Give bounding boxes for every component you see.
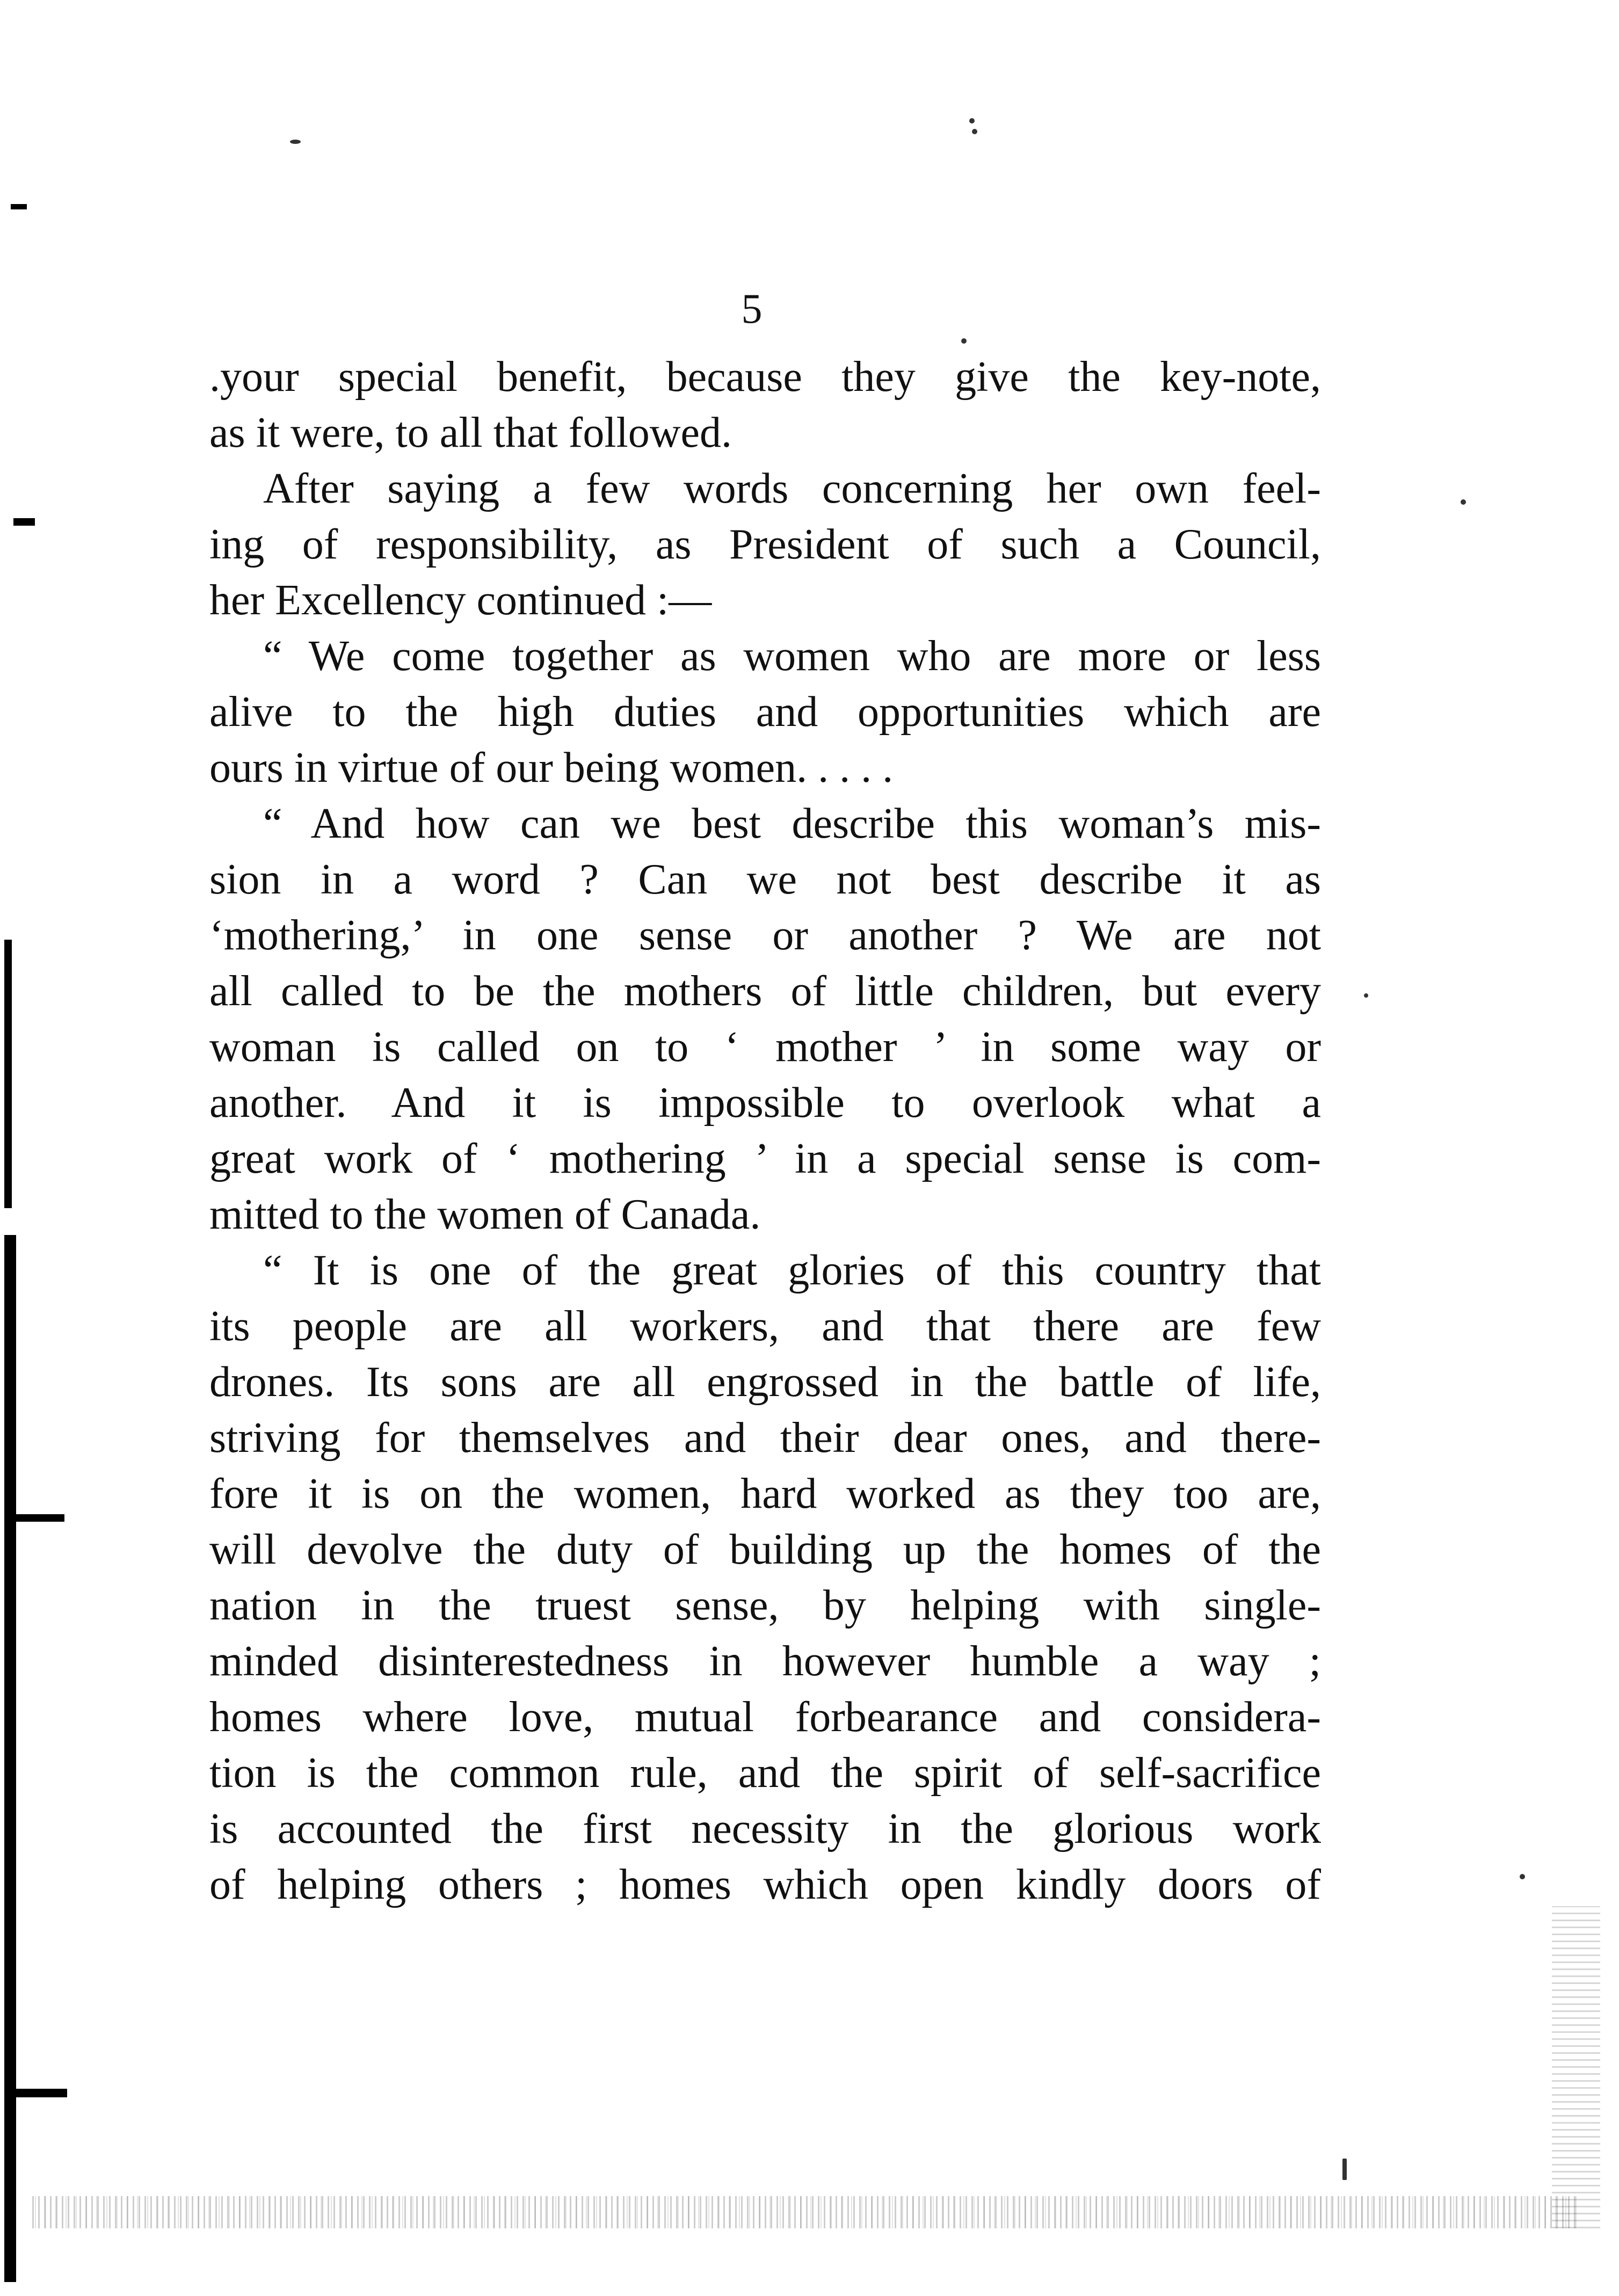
text-line: will devolve the duty of building up the homes of the bbox=[209, 1526, 1321, 1573]
page-number: 5 bbox=[741, 285, 763, 332]
binding-edge-mark bbox=[5, 2089, 67, 2097]
scan-speck bbox=[290, 140, 301, 144]
scan-noise-right bbox=[1552, 1906, 1600, 2228]
text-line: “ It is one of the great glories of this country that bbox=[263, 1247, 1321, 1294]
text-line: ‘mothering,’ in one sense or another ? We are not bbox=[209, 912, 1321, 959]
text-line: nation in the truest sense, by helping with single- bbox=[209, 1582, 1321, 1629]
text-line: all called to be the mothers of little children, but every bbox=[209, 968, 1321, 1015]
binding-edge-mark bbox=[11, 204, 27, 209]
body-text bbox=[209, 349, 1321, 1913]
scan-noise-bottom bbox=[32, 2196, 1579, 2228]
binding-edge-shadow bbox=[4, 940, 12, 1208]
scan-speck bbox=[972, 129, 977, 134]
text-line: “ We come together as women who are more or less bbox=[263, 633, 1321, 680]
text-line: “ And how can we best describe this woman’s mis- bbox=[263, 800, 1321, 847]
text-line: another. And it is impossible to overlook what a bbox=[209, 1079, 1321, 1127]
text-line: woman is called on to ‘ mother ’ in some way or bbox=[209, 1023, 1321, 1071]
text-line: alive to the high duties and opportunities which are bbox=[209, 688, 1321, 736]
binding-edge-mark bbox=[13, 518, 35, 526]
text-line: her Excellency continued :— bbox=[209, 577, 712, 624]
scan-speck bbox=[961, 338, 967, 344]
text-line: as it were, to all that followed. bbox=[209, 409, 732, 456]
text-line: tion is the common rule, and the spirit of self-sacrifice bbox=[209, 1749, 1321, 1797]
scan-speck bbox=[1461, 499, 1466, 505]
scan-speck bbox=[1364, 993, 1368, 998]
text-line: great work of ‘ mothering ’ in a special sense is com- bbox=[209, 1135, 1321, 1182]
text-line: homes where love, mutual forbearance and considera- bbox=[209, 1694, 1321, 1741]
scan-speck bbox=[1520, 1874, 1525, 1879]
text-line: .your special benefit, because they give the key-note, bbox=[209, 353, 1321, 401]
text-line: striving for themselves and their dear ones, and there- bbox=[209, 1414, 1321, 1462]
text-line: is accounted the first necessity in the glorious work bbox=[209, 1805, 1321, 1852]
text-line: its people are all workers, and that there are few bbox=[209, 1303, 1321, 1350]
text-line: drones. Its sons are all engrossed in the battle of life, bbox=[209, 1358, 1321, 1406]
text-line: fore it is on the women, hard worked as they too are, bbox=[209, 1470, 1321, 1517]
text-line: ing of responsibility, as President of such a Council, bbox=[209, 521, 1321, 568]
scan-speck bbox=[1342, 2159, 1347, 2180]
scan-speck bbox=[969, 118, 975, 123]
binding-edge-shadow bbox=[4, 1235, 16, 2282]
text-line: minded disinterestedness in however humble a way ; bbox=[209, 1638, 1321, 1685]
text-line: mitted to the women of Canada. bbox=[209, 1191, 761, 1238]
text-line: of helping others ; homes which open kindly doors of bbox=[209, 1861, 1321, 1908]
text-line: After saying a few words concerning her own feel- bbox=[263, 465, 1321, 512]
text-line: sion in a word ? Can we not best describe it as bbox=[209, 856, 1321, 903]
text-line: ours in virtue of our being women. . . . . bbox=[209, 744, 894, 791]
binding-edge-mark bbox=[5, 1514, 64, 1522]
